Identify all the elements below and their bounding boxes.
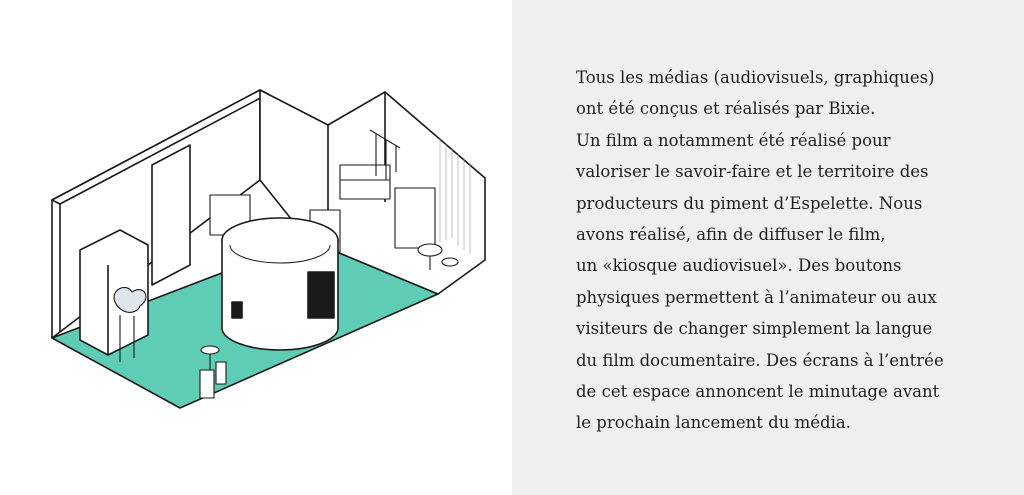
description-line: Un film a notamment été réalisé pour [576,130,891,150]
description-line: du film documentaire. Des écrans à l’entrée [576,350,944,370]
description-line: un «kiosque audiovisuel». Des boutons [576,256,902,276]
description-line: ont été conçus et réalisés par Bixie. [576,99,876,119]
description-line: visiteurs de changer simplement la langue [576,319,933,339]
description-line: de cet espace annoncent le minutage avant [576,382,940,402]
description-line: valoriser le savoir-faire et le territoire des [576,162,929,182]
description-paragraph [576,62,996,439]
audiovisual-kiosk [222,218,338,350]
exhibition-room-illustration [40,70,490,415]
description-line: physiques permettent à l’animateur ou aux [576,287,937,307]
description-line: Tous les médias (audiovisuels, graphiques) [576,68,935,87]
description-line: le prochain lancement du média. [576,413,851,433]
text-panel [512,0,1024,495]
description-line: producteurs du piment d’Espelette. Nous [576,193,923,213]
description-line: avons réalisé, afin de diffuser le film, [576,225,886,245]
partition-wall [152,145,190,285]
